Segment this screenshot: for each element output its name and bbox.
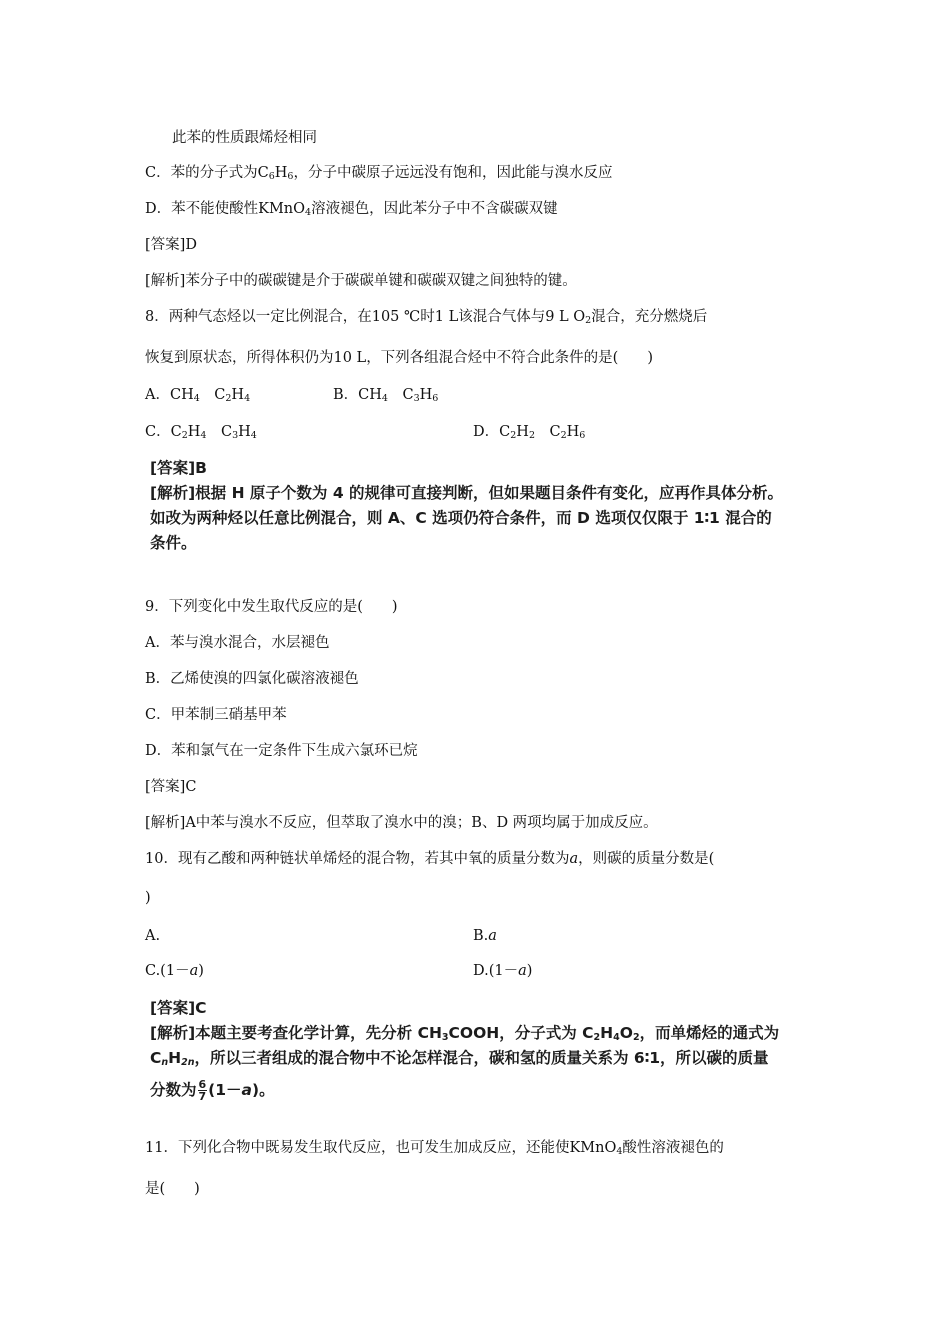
q7-option-c: C．苯的分子式为$C_6H_6$，分子中碳原子远远没有饱和，因此能与溴水反应	[145, 165, 613, 182]
q10-stem-line1: 10．现有乙酸和两种链状单烯烃的混合物，若其中氧的质量分数为a，则碳的质量分数是(	[145, 851, 715, 867]
q8-stem-line2: 恢复到原状态，所得体积仍为10 L，下列各组混合烃中不符合此条件的是( )	[145, 350, 653, 366]
q10-answer: [答案]C	[150, 999, 207, 1017]
q8-analysis-line2: 如改为两种烃以任意比例混合，则 A、C 选项仍符合条件，而 D 选项仅仅限于 1∶1 混合的	[150, 509, 772, 527]
q9-answer: [答案]C	[145, 779, 197, 795]
q10-analysis-line1: [解析]本题主要考查化学计算，先分析 $CH_3COOH$，分子式为 $C_2H_4O_2$，而单烯烃的通式为	[150, 1024, 780, 1043]
fraction: $\frac{6}{7}$	[198, 1078, 207, 1103]
q8-option-a: A．$CH_4$ $C_2H_4$	[145, 387, 251, 404]
q8-option-d: D．$C_2H_2$ $C_2H_6$	[473, 424, 586, 441]
q10-option-a: A.	[145, 928, 161, 944]
q8-stem-line1: 8．两种气态烃以一定比例混合，在105 ℃时1 L该混合气体与9 L $O_2$混合，充分燃烧后	[145, 309, 708, 326]
q8-answer: [答案]B	[150, 459, 207, 477]
q10-option-d: D.(1－a)	[473, 963, 533, 979]
q7-option-d: D．苯不能使酸性KMnO$_4$溶液褪色，因此苯分子中不含碳碳双键	[145, 201, 558, 218]
q10-analysis-line3: 分数为 $\frac{6}{7}$ (1－a)。	[150, 1078, 275, 1103]
q10-option-c: C.(1－a)	[145, 963, 204, 979]
q9-option-d: D．苯和氯气在一定条件下生成六氯环已烷	[145, 743, 418, 759]
q11-stem-line1: 11．下列化合物中既易发生取代反应，也可发生加成反应，还能使KMnO$_4$酸性溶液褪色的	[145, 1140, 724, 1157]
q9-option-c: C．甲苯制三硝基甲苯	[145, 707, 287, 723]
q10-option-b: B.a	[473, 928, 497, 944]
q9-option-a: A．苯与溴水混合，水层褪色	[145, 635, 330, 651]
q11-stem-line2: 是( )	[145, 1181, 200, 1197]
q7-answer: [答案]D	[145, 237, 197, 253]
q8-analysis-line3: 条件。	[150, 534, 197, 552]
q7-analysis: [解析]苯分子中的碳碳键是介于碳碳单键和碳碳双键之间独特的键。	[145, 273, 577, 289]
q9-option-b: B．乙烯使溴的四氯化碳溶液褪色	[145, 671, 359, 687]
q7-continuation: 此苯的性质跟烯烃相同	[172, 130, 317, 146]
q10-analysis-line2: $C_nH_{2n}$，所以三者组成的混合物中不论怎样混合，碳和氢的质量关系为 6∶1，所以碳的质量	[150, 1049, 769, 1068]
q8-analysis-line1: [解析]根据 H 原子个数为 4 的规律可直接判断，但如果题目条件有变化，应再作具体分析。	[150, 484, 784, 502]
q9-stem: 9．下列变化中发生取代反应的是( )	[145, 599, 398, 615]
q8-option-b: B．$CH_4$ $C_3H_6$	[333, 387, 439, 404]
q10-stem-line2: )	[145, 890, 151, 906]
q9-analysis: [解析]A中苯与溴水不反应，但萃取了溴水中的溴；B、D 两项均属于加成反应。	[145, 815, 658, 831]
q8-option-c: C．$C_2H_4$ $C_3H_4$	[145, 424, 257, 441]
